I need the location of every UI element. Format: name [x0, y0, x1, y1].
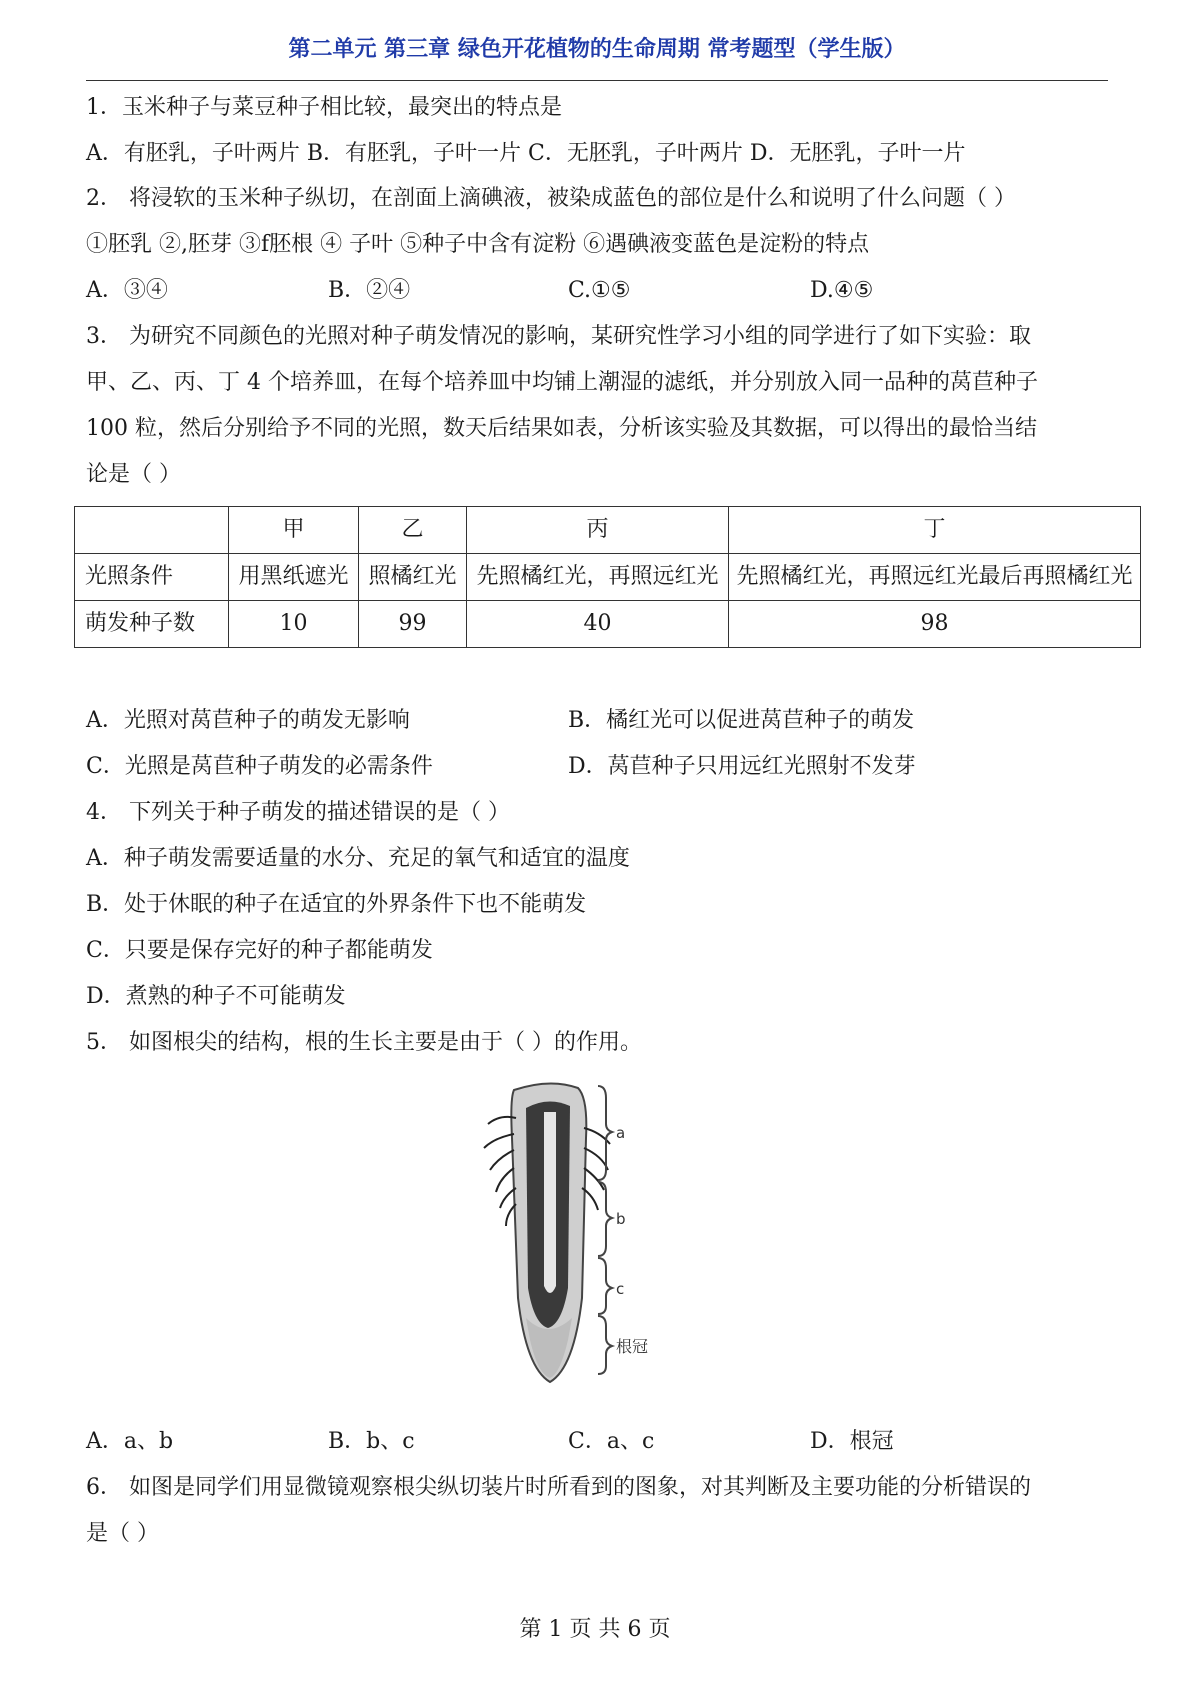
q3-option-a: A．光照对莴苣种子的萌发无影响 — [86, 708, 410, 733]
q4-option-a: A．种子萌发需要适量的水分、充足的氧气和适宜的温度 — [86, 846, 630, 871]
table-header-row — [75, 507, 1141, 554]
q3-stem-line-2: 甲、乙、丙、丁 4 个培养皿，在每个培养皿中均铺上潮湿的滤纸，并分别放入同一品种的莴苣种子 — [86, 370, 1038, 395]
table-header-cell: 丙 — [467, 507, 729, 554]
q2-stem: 2． 将浸软的玉米种子纵切，在剖面上滴碘液，被染成蓝色的部位是什么和说明了什么问题（ ） — [86, 186, 1016, 211]
q2-items: ①胚乳 ②,胚芽 ③f胚根 ④ 子叶 ⑤种子中含有淀粉 ⑥遇碘液变蓝色是淀粉的特点 — [86, 232, 870, 257]
table-header-cell: 甲 — [229, 507, 359, 554]
label-root-cap: 根冠 — [616, 1337, 649, 1356]
label-a: a — [616, 1124, 626, 1142]
q5-option-c: C．a、c — [568, 1429, 655, 1454]
table-cell: 40 — [467, 601, 729, 648]
q5-stem: 5． 如图根尖的结构，根的生长主要是由于（ ）的作用。 — [86, 1030, 642, 1055]
label-c: c — [616, 1280, 625, 1298]
q5-option-a: A．a、b — [86, 1429, 174, 1454]
table-cell: 98 — [729, 601, 1141, 648]
q4-stem: 4． 下列关于种子萌发的描述错误的是（ ） — [86, 800, 510, 825]
q5-option-b: B．b、c — [328, 1429, 415, 1454]
q4-option-b: B．处于休眠的种子在适宜的外界条件下也不能萌发 — [86, 892, 587, 917]
table-row-label: 萌发种子数 — [75, 601, 229, 648]
q3-option-c: C．光照是莴苣种子萌发的必需条件 — [86, 754, 433, 779]
table-cell: 先照橘红光，再照远红光最后再照橘红光 — [729, 554, 1141, 601]
table-cell: 照橘红光 — [359, 554, 467, 601]
q4-option-c: C．只要是保存完好的种子都能萌发 — [86, 938, 433, 963]
table-cell: 10 — [229, 601, 359, 648]
header-rule — [86, 80, 1108, 81]
table-row — [75, 601, 1141, 648]
q6-stem-line-1: 6． 如图是同学们用显微镜观察根尖纵切装片时所看到的图象，对其判断及主要功能的分析错误的 — [86, 1475, 1031, 1500]
q3-stem-line-4: 论是（ ） — [86, 462, 181, 487]
q2-option-c: C.①⑤ — [568, 278, 631, 303]
q1-options: A．有胚乳，子叶两片 B．有胚乳，子叶一片 C．无胚乳，子叶两片 D．无胚乳，子叶一片 — [86, 141, 966, 166]
q2-option-d: D.④⑤ — [810, 278, 874, 303]
q2-option-b: B．②④ — [328, 278, 411, 303]
q1-stem: 1．玉米种子与菜豆种子相比较，最突出的特点是 — [86, 95, 562, 120]
q3-data-table — [74, 506, 1141, 648]
root-tip-figure — [470, 1078, 730, 1398]
vascular-strip — [544, 1112, 556, 1293]
label-b: b — [616, 1210, 626, 1228]
q3-stem-line-3: 100 粒，然后分别给予不同的光照，数天后结果如表，分析该实验及其数据，可以得出的最恰当结 — [86, 416, 1037, 441]
q3-stem-line-1: 3． 为研究不同颜色的光照对种子萌发情况的影响，某研究性学习小组的同学进行了如下实验：取 — [86, 324, 1031, 349]
q2-option-a: A．③④ — [86, 278, 168, 303]
q4-option-d: D．煮熟的种子不可能萌发 — [86, 984, 346, 1009]
page-number-footer: 第 1 页 共 6 页 — [519, 1617, 671, 1642]
q3-option-b: B．橘红光可以促进莴苣种子的萌发 — [568, 708, 915, 733]
table-cell: 用黑纸遮光 — [229, 554, 359, 601]
table-header-cell: 丁 — [729, 507, 1141, 554]
q6-stem-line-2: 是（ ） — [86, 1521, 159, 1546]
table-header-cell — [75, 507, 229, 554]
table-row — [75, 554, 1141, 601]
table-cell: 先照橘红光，再照远红光 — [467, 554, 729, 601]
q5-option-d: D．根冠 — [810, 1429, 894, 1454]
table-cell: 99 — [359, 601, 467, 648]
table-header-cell: 乙 — [359, 507, 467, 554]
page-title: 第二单元 第三章 绿色开花植物的生命周期 常考题型（学生版） — [288, 37, 906, 62]
table-row-label: 光照条件 — [75, 554, 229, 601]
q3-option-d: D．莴苣种子只用远红光照射不发芽 — [568, 754, 916, 779]
region-braces — [598, 1086, 612, 1374]
